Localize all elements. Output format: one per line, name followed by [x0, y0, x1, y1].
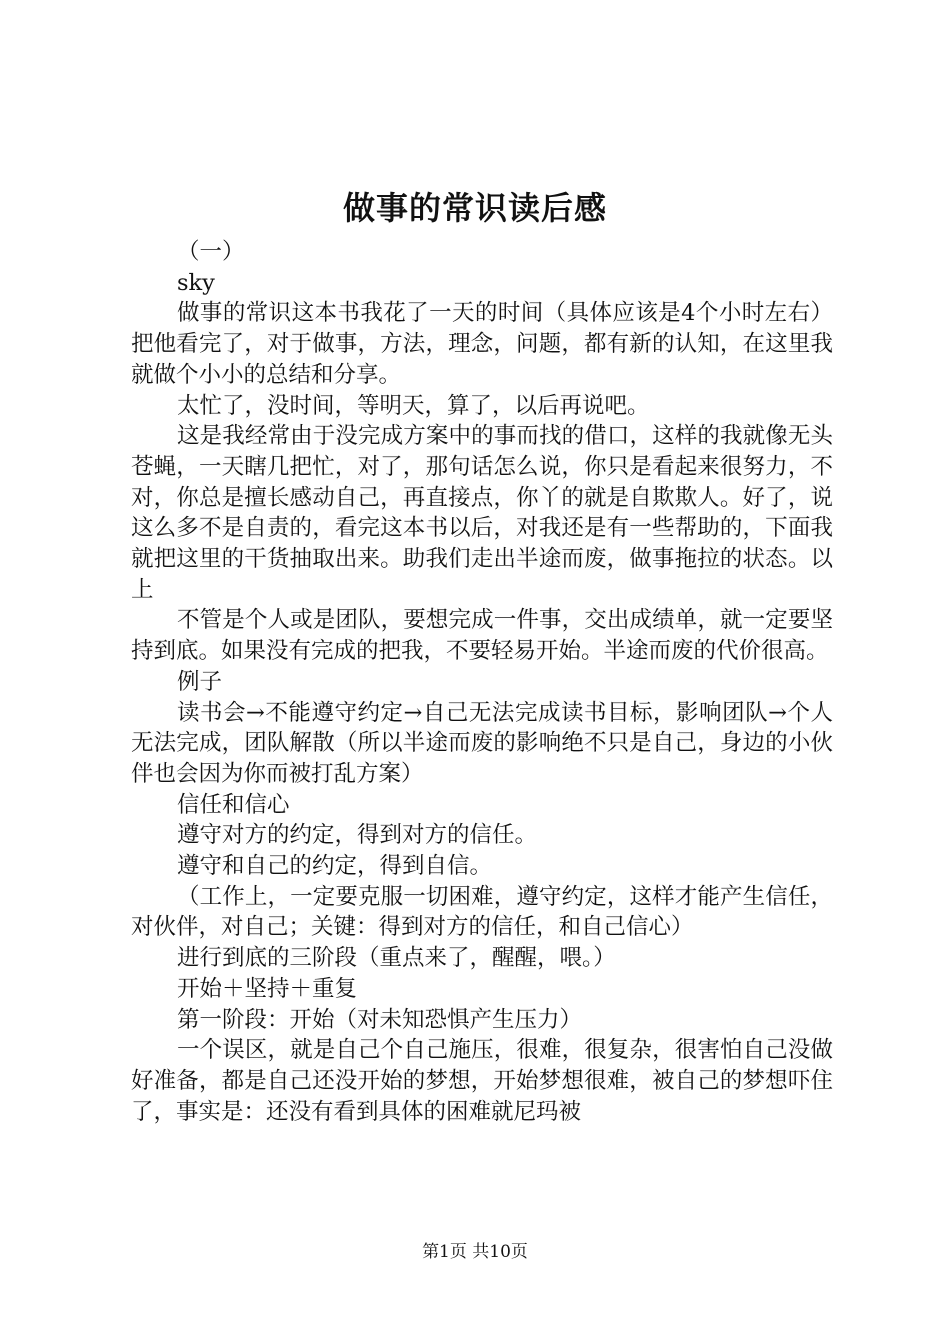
paragraph: （一） [177, 239, 245, 265]
paragraph: 进行到底的三阶段（重点来了，醒醒，喂。） [177, 945, 616, 972]
paragraph: 例子 [177, 668, 223, 695]
paragraph: 信任和信心 [177, 791, 290, 818]
paragraph: 开始＋坚持＋重复 [177, 975, 358, 1002]
paragraph: （工作上，一定要克服一切困难，遵守约定，这样才能产生信任，对伙伴，对自己；关键：得到对方的信任，和自己信心） [131, 883, 833, 941]
paragraph: 太忙了，没时间，等明天，算了，以后再说吧。 [177, 392, 650, 419]
document-body [131, 237, 833, 1127]
paragraph: 读书会→不能遵守约定→自己无法完成读书目标，影响团队→个人无法完成，团队解散（所以半途而废的影响绝不只是自己，身边的小伙伴也会因为你而被打乱方案） [131, 699, 833, 787]
paragraph: 遵守对方的约定，得到对方的信任。 [177, 822, 538, 849]
paragraph: 做事的常识这本书我花了一天的时间（具体应该是4个小时左右）把他看完了，对于做事，方法，理念，问题，都有新的认知，在这里我就做个小小的总结和分享。 [131, 300, 833, 388]
document-title: 做事的常识读后感 [342, 189, 607, 227]
paragraph: 这是我经常由于没完成方案中的事而找的借口，这样的我就像无头苍蝇，一天瞎几把忙，对了，那句话怎么说，你只是看起来很努力，不对，你总是擅长感动自己，再直接点，你丫的就是自欺欺人。好了，说这么多不是自责的，看完这本书以后，对我还是有一些帮助的，下面我就把这里的干货抽取出来。助我们走出半途而废，做事拖拉的状态。以上 [131, 423, 833, 603]
paragraph: 遵守和自己的约定，得到自信。 [177, 853, 493, 880]
paragraph: 第一阶段：开始（对未知恐惧产生压力） [177, 1006, 583, 1033]
paragraph: sky [177, 269, 215, 296]
paragraph: 一个误区，就是自己个自己施压，很难，很复杂，很害怕自己没做好准备，都是自己还没开始的梦想，开始梦想很难，被自己的梦想吓住了，事实是：还没有看到具体的困难就尼玛被 [131, 1037, 833, 1125]
paragraph: 不管是个人或是团队，要想完成一件事，交出成绩单，就一定要坚持到底。如果没有完成的把我，不要轻易开始。半途而废的代价很高。 [131, 607, 833, 665]
page-footer: 第1页 共10页 [422, 1242, 528, 1262]
